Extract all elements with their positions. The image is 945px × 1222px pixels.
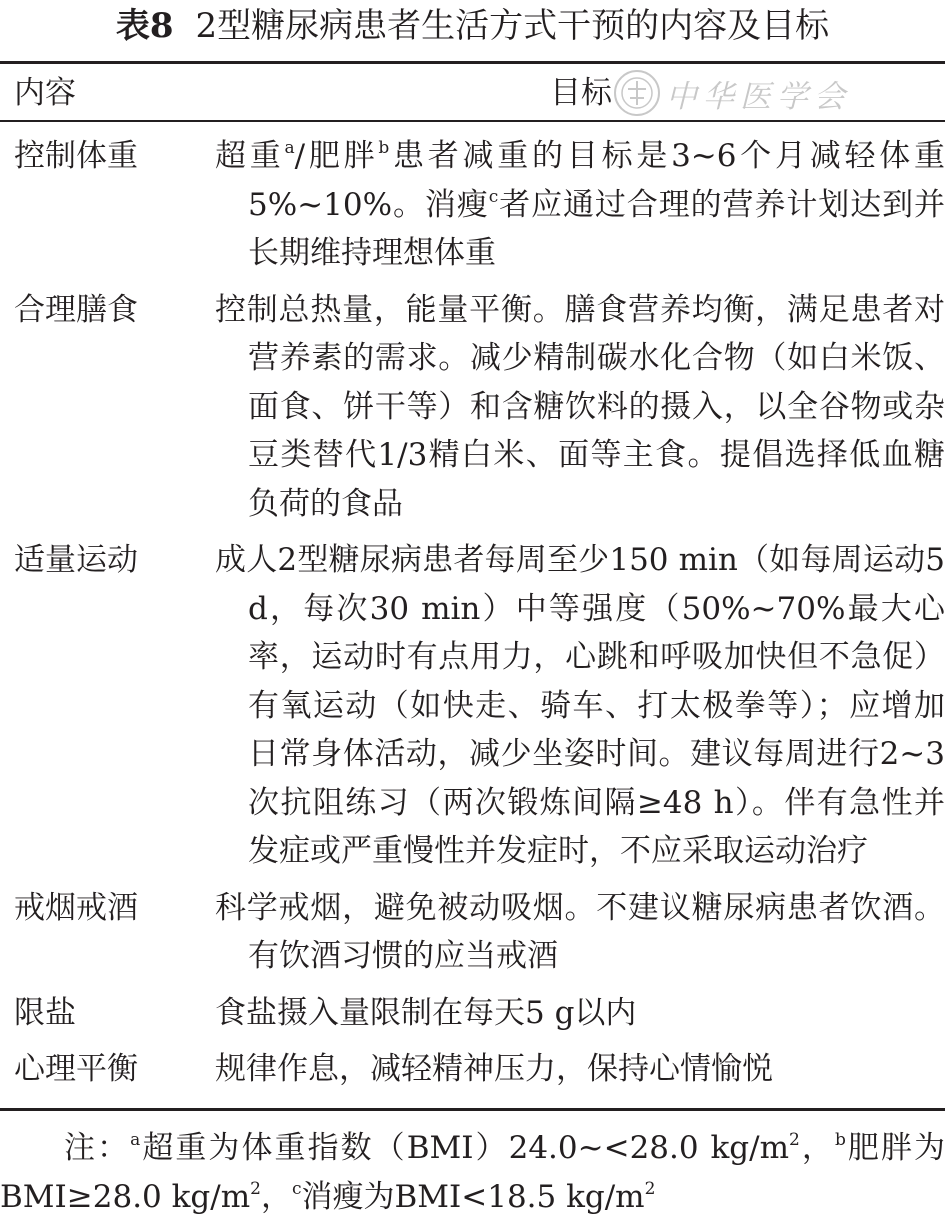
table-caption (0, 2, 945, 50)
row-target: 超重$^a$/肥胖$^b$患者减重的目标是3~6个月减轻体重5%~10%。消瘦$^c$者应通过合理的营养计划达到并长期维持理想体重 (215, 138, 945, 271)
row-label: 限盐 (14, 994, 76, 1031)
row-target: 规律作息，减轻精神压力，保持心情愉悦 (215, 1051, 773, 1087)
row-label: 心理平衡 (14, 1051, 138, 1087)
column-header-target: 目标 (550, 75, 612, 111)
row-label: 适量运动 (14, 542, 138, 578)
table-title: 2型糖尿病患者生活方式干预的内容及目标 (195, 6, 830, 46)
table-number: 表8 (115, 6, 174, 46)
row-target: 成人2型糖尿病患者每周至少150 min（如每周运动5 d，每次30 min）中等强度（50%~70%最大心率，运动时有点用力，心跳和呼吸加快但不急促）有氧运动（如快走、骑车、打太极拳等）；应增加日常身体活动，减少坐姿时间。建议每周进行2~3次抗阻练习（两次锻炼间隔≥48 h）。伴有急性并发症或严重慢性并发症时，不应采取运动治疗 (215, 542, 945, 869)
seal-icon (612, 68, 662, 118)
table-row (0, 132, 945, 278)
table-row (0, 286, 945, 529)
header-rule (0, 120, 945, 122)
top-rule (0, 61, 945, 64)
table-row (0, 536, 945, 876)
table-row (0, 989, 945, 1038)
table-row (0, 884, 945, 981)
bottom-rule (0, 1108, 945, 1111)
row-target: 食盐摄入量限制在每天5 g以内 (215, 994, 637, 1031)
row-target: 控制总热量，能量平衡。膳食营养均衡，满足患者对营养素的需求。减少精制碳水化合物（如白米饭、面食、饼干等）和含糖饮料的摄入，以全谷物或杂豆类替代1/3精白米、面等主食。提倡选择低血糖负荷的食品 (215, 291, 945, 522)
table-footnote: 注：$^a$超重为体重指数（BMI）24.0~<28.0 $kg/m^2$，$^b$肥胖为BMI≥28.0 $kg/m^2$，$^c$消瘦为BMI<18.5 $kg/m^2$ (0, 1130, 945, 1215)
row-label: 合理膳食 (14, 291, 138, 328)
watermark-text: 中华医学会 (666, 78, 851, 115)
row-label: 控制体重 (14, 138, 138, 174)
table-body (0, 132, 945, 1102)
row-target: 科学戒烟，避免被动吸烟。不建议糖尿病患者饮酒。有饮酒习惯的应当戒酒 (215, 889, 945, 974)
table-row (0, 1045, 945, 1094)
row-label: 戒烟戒酒 (14, 889, 138, 926)
publisher-watermark (612, 66, 942, 120)
column-header-content: 内容 (14, 75, 76, 111)
